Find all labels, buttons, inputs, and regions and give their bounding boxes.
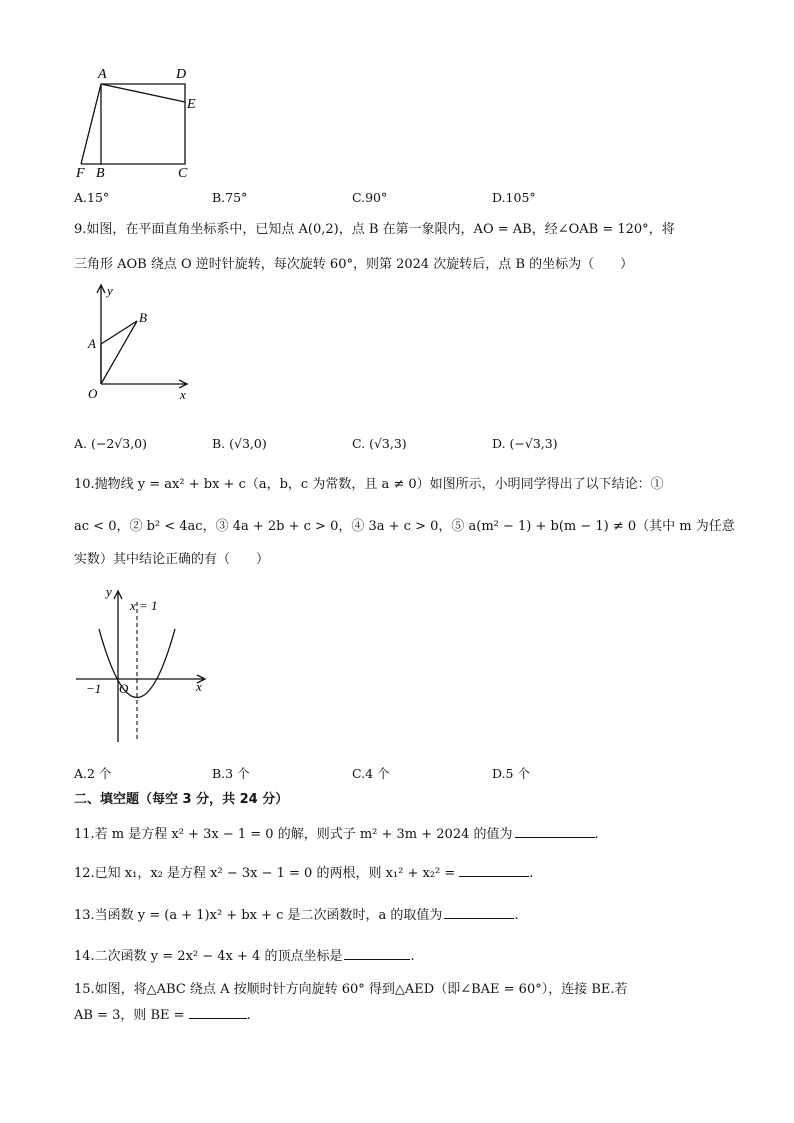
- q10-option-c: C.4 个: [352, 766, 390, 781]
- q9-option-d: D. (−√3,3): [492, 436, 558, 451]
- q10-option-a: A.2 个: [74, 766, 112, 781]
- q11-answer-blank[interactable]: [515, 823, 595, 838]
- q9-line2: 三角形 AOB 绕点 O 逆时针旋转，每次旋转 60°，则第 2024 次旋转后，点 B 的坐标为（ ）: [74, 257, 634, 272]
- q8-option-c: C.90°: [352, 190, 388, 205]
- q12-period: .: [529, 866, 534, 881]
- q10-line2: ac < 0，② b² < 4ac，③ 4a + 2b + c > 0，④ 3a + c > 0，⑤ a(m² − 1) + b(m − 1) ≠ 0（其中 m 为任意: [74, 519, 735, 534]
- q11: [74, 823, 599, 844]
- label-x: x: [196, 679, 202, 694]
- q10-option-d: D.5 个: [492, 766, 530, 781]
- q14: [74, 945, 415, 966]
- q13-period: .: [514, 908, 519, 923]
- axis-of-symmetry-label: x = 1: [130, 598, 158, 613]
- q9-line1: 9.如图，在平面直角坐标系中，已知点 A(0,2)，点 B 在第一象限内，AO = AB，经∠OAB = 120°，将: [74, 222, 675, 237]
- label-F: F: [76, 166, 85, 181]
- q14-period: .: [410, 949, 415, 964]
- label-y: y: [107, 283, 113, 298]
- q15-text: AB = 3，则 BE =: [74, 1008, 185, 1023]
- q14-text: 14.二次函数 y = 2x² − 4x + 4 的顶点坐标是: [74, 949, 343, 964]
- label-B: B: [96, 166, 105, 181]
- figure-q8-square: [70, 62, 210, 182]
- q15-line1: 15.如图，将△ABC 绕点 A 按顺时针方向旋转 60° 得到△AED（即∠BAE = 60°），连接 BE.若: [74, 982, 628, 997]
- label-O: O: [119, 681, 129, 696]
- q12: [74, 862, 533, 883]
- label-D: D: [176, 67, 187, 82]
- q13-text: 13.当函数 y = (a + 1)x² + bx + c 是二次函数时，a 的取值为: [74, 908, 443, 923]
- label-B: B: [139, 310, 147, 325]
- label-A: A: [98, 67, 107, 82]
- label-C: C: [178, 166, 188, 181]
- label-O: O: [88, 386, 98, 401]
- q8-option-b: B.75°: [212, 190, 248, 205]
- figure-q9-axes: [78, 280, 198, 405]
- label-A: A: [88, 336, 96, 351]
- q13: [74, 904, 519, 925]
- q12-text: 12.已知 x₁，x₂ 是方程 x² − 3x − 1 = 0 的两根，则 x₁² + x₂² =: [74, 866, 456, 881]
- q9-option-c: C. (√3,3): [352, 436, 407, 451]
- q11-text: 11.若 m 是方程 x² + 3x − 1 = 0 的解，则式子 m² + 3m + 2024 的值为: [74, 827, 513, 842]
- q15-period: .: [246, 1008, 251, 1023]
- q10-line1: 10.抛物线 y = ax² + bx + c（a，b，c 为常数，且 a ≠ 0）如图所示，小明同学得出了以下结论：①: [74, 477, 664, 492]
- q10-line3: 实数）其中结论正确的有（ ）: [74, 552, 270, 567]
- label-y: y: [106, 584, 112, 599]
- q11-period: .: [594, 827, 599, 842]
- q12-answer-blank[interactable]: [459, 862, 529, 877]
- section-heading: 二、填空题（每空 3 分，共 24 分）: [74, 792, 289, 807]
- label-minus-one: −1: [86, 681, 102, 696]
- q15-line2: [74, 1004, 251, 1025]
- q9-option-b: B. (√3,0): [212, 436, 267, 451]
- q10-option-b: B.3 个: [212, 766, 250, 781]
- label-E: E: [187, 97, 196, 112]
- q15-answer-blank[interactable]: [189, 1004, 247, 1019]
- figure-q10-parabola: [72, 582, 212, 747]
- label-x: x: [180, 387, 186, 402]
- q8-option-a: A.15°: [74, 190, 110, 205]
- q8-option-d: D.105°: [492, 190, 536, 205]
- q14-answer-blank[interactable]: [344, 945, 410, 960]
- q9-option-a: A. (−2√3,0): [74, 436, 147, 451]
- q13-answer-blank[interactable]: [444, 904, 514, 919]
